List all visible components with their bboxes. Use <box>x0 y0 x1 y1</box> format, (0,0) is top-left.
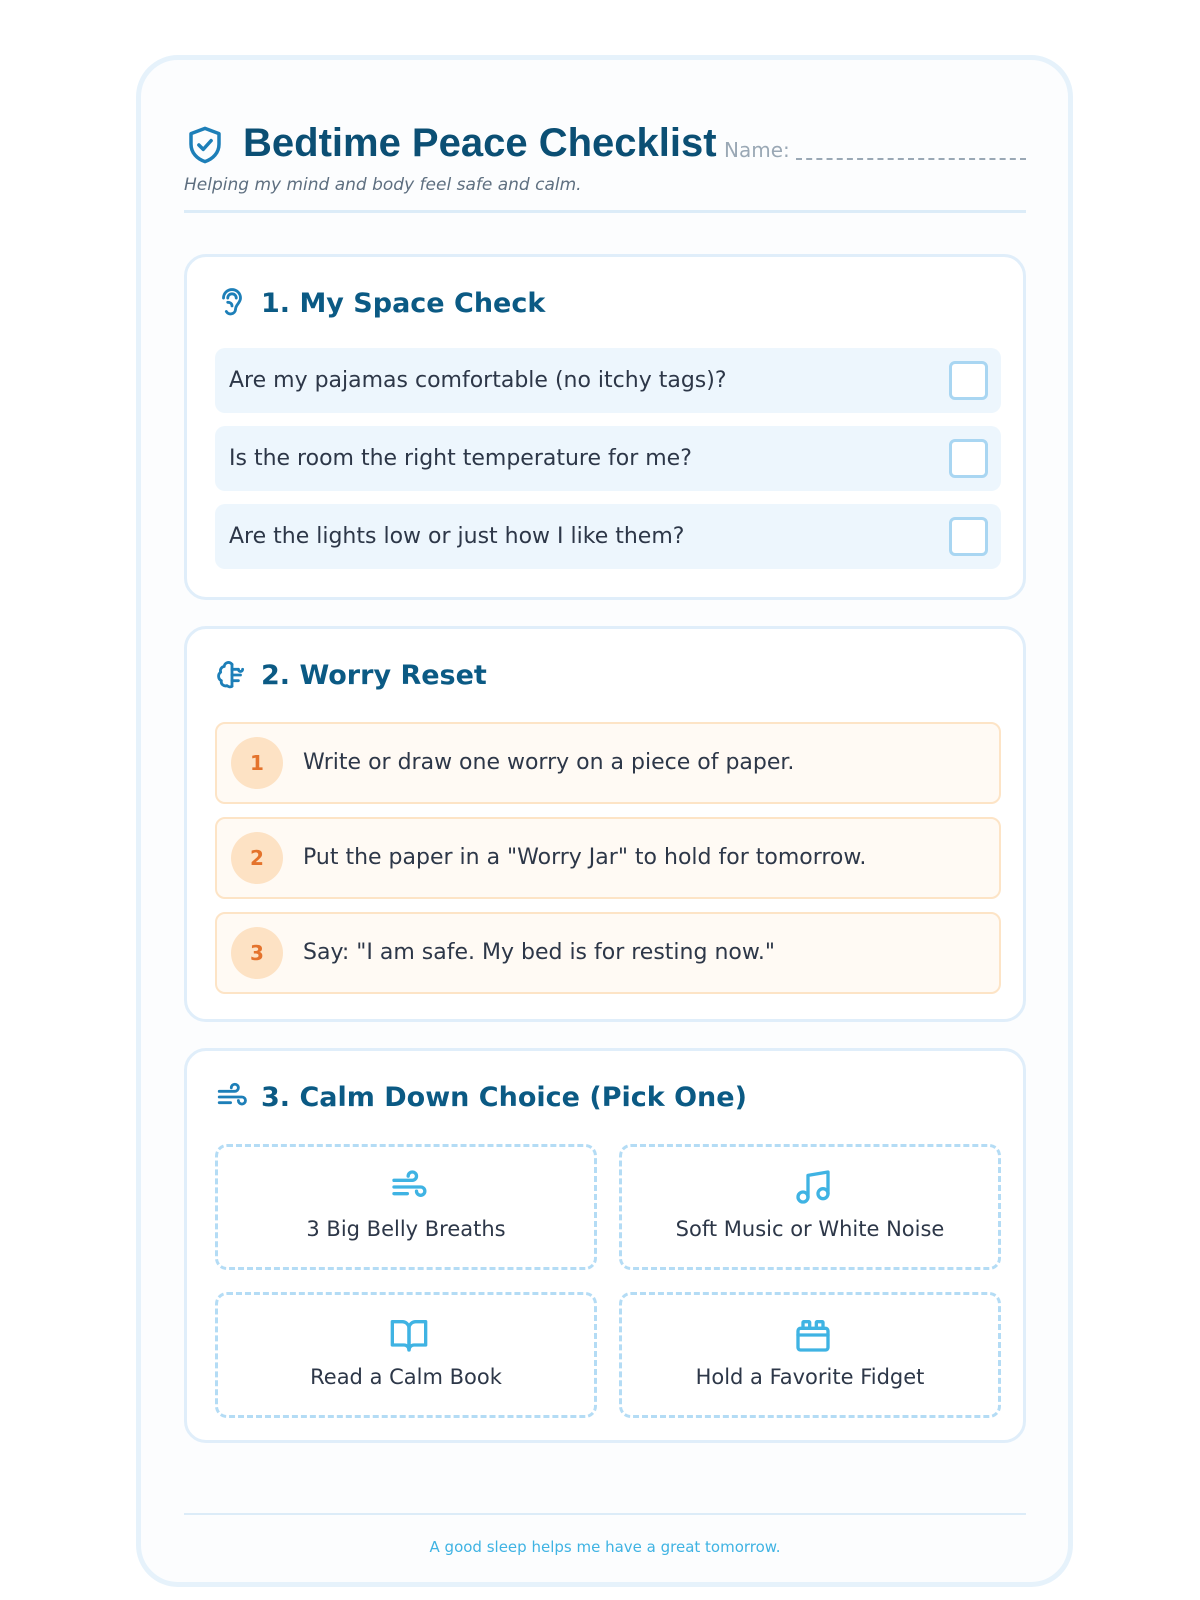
name-label: Name: <box>724 138 790 162</box>
checkbox[interactable] <box>949 517 988 556</box>
checklist-item[interactable] <box>215 348 1001 413</box>
choice-label: 3 Big Belly Breaths <box>306 1217 506 1241</box>
section-title: 2. Worry Reset <box>261 659 487 691</box>
section-space-check <box>184 254 1026 600</box>
worry-step <box>215 722 1001 804</box>
choice-label: Read a Calm Book <box>310 1365 502 1389</box>
wind-icon <box>389 1167 429 1207</box>
calm-choice-music[interactable] <box>619 1144 1001 1270</box>
section-calm-down-choice <box>184 1048 1026 1443</box>
calm-choice-breaths[interactable] <box>215 1144 597 1270</box>
checklist-item[interactable] <box>215 504 1001 569</box>
footer-divider <box>184 1513 1026 1515</box>
book-icon <box>389 1315 429 1355</box>
header-divider <box>184 210 1026 213</box>
checklist-item-label: Is the room the right temperature for me? <box>229 446 692 471</box>
choice-label: Hold a Favorite Fidget <box>695 1365 925 1389</box>
step-number-badge: 3 <box>231 927 283 979</box>
calm-choice-fidget[interactable] <box>619 1292 1001 1418</box>
section-worry-reset <box>184 626 1026 1022</box>
footer-text: A good sleep helps me have a great tomorrow. <box>429 1538 781 1556</box>
music-note-icon <box>793 1167 833 1207</box>
page-title: Bedtime Peace Checklist <box>243 121 717 165</box>
section-title: 3. Calm Down Choice (Pick One) <box>261 1081 747 1113</box>
checklist-item-label: Are my pajamas comfortable (no itchy tags)? <box>229 368 727 393</box>
section-title: 1. My Space Check <box>261 287 546 319</box>
step-number-badge: 2 <box>231 832 283 884</box>
step-number-badge: 1 <box>231 737 283 789</box>
step-text: Put the paper in a "Worry Jar" to hold for tomorrow. <box>303 845 867 870</box>
worry-step <box>215 912 1001 994</box>
step-text: Say: "I am safe. My bed is for resting now." <box>303 940 775 965</box>
fidget-block-icon <box>793 1315 833 1355</box>
choice-label: Soft Music or White Noise <box>675 1217 945 1241</box>
wind-icon <box>215 1080 249 1114</box>
name-field[interactable] <box>796 158 1026 160</box>
step-text: Write or draw one worry on a piece of paper. <box>303 750 795 775</box>
checklist-item[interactable] <box>215 426 1001 491</box>
shield-check-icon <box>184 122 226 168</box>
checklist-item-label: Are the lights low or just how I like them? <box>229 524 685 549</box>
worry-step <box>215 817 1001 899</box>
calm-choice-book[interactable] <box>215 1292 597 1418</box>
brain-icon <box>215 658 249 692</box>
page-subtitle: Helping my mind and body feel safe and calm. <box>184 175 582 195</box>
checkbox[interactable] <box>949 439 988 478</box>
header <box>184 118 1026 195</box>
ear-icon <box>215 286 249 320</box>
checklist-card <box>136 55 1073 1587</box>
checkbox[interactable] <box>949 361 988 400</box>
